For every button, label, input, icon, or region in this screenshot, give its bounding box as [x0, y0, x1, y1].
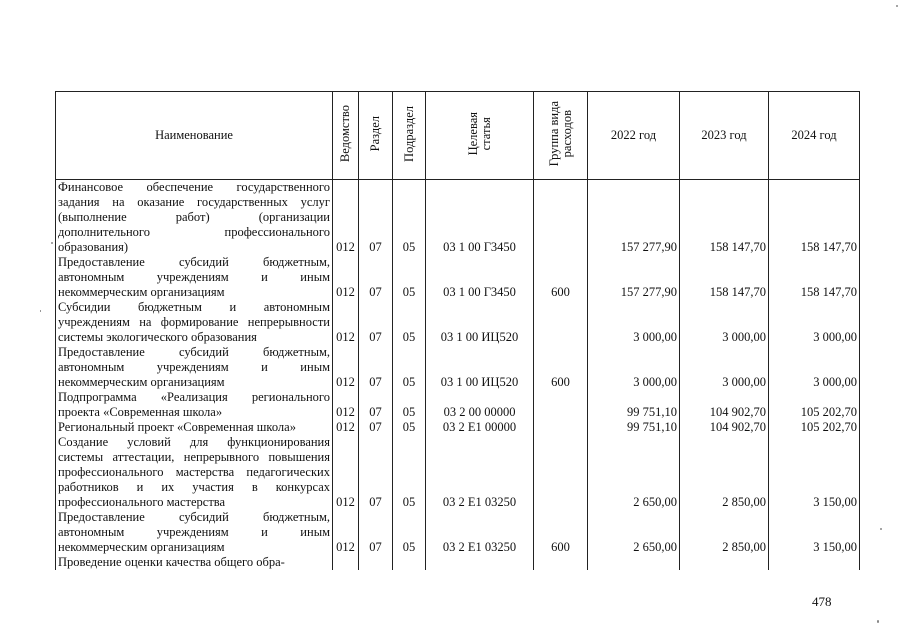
scan-speck — [40, 310, 41, 312]
scan-speck — [877, 620, 879, 623]
table-row — [56, 510, 860, 555]
cell-vedomstvo — [333, 555, 359, 570]
cell-2023: 158 147,70 — [680, 255, 769, 300]
cell-2024: 3 150,00 — [769, 510, 860, 555]
table-row — [56, 255, 860, 300]
cell-razdel: 07 — [359, 345, 393, 390]
scan-speck — [880, 528, 882, 530]
cell-2023: 104 902,70 — [680, 420, 769, 435]
cell-razdel: 07 — [359, 510, 393, 555]
cell-expense-group — [534, 300, 588, 345]
cell-razdel: 07 — [359, 300, 393, 345]
cell-expense-group — [534, 555, 588, 570]
cell-target-article: 03 2 00 00000 — [426, 390, 534, 420]
cell-expense-group: 600 — [534, 510, 588, 555]
budget-table — [55, 91, 860, 570]
cell-vedomstvo: 012 — [333, 300, 359, 345]
scan-speck — [51, 242, 53, 244]
cell-name: Создание условий для функционирования системы аттестации, непрерывного повышения профессионального мастерства педагогических работников и их участия в конкурсах профессионального мастерства — [56, 435, 333, 510]
table-row — [56, 390, 860, 420]
cell-expense-group — [534, 180, 588, 256]
cell-expense-group — [534, 420, 588, 435]
cell-razdel: 07 — [359, 420, 393, 435]
cell-vedomstvo: 012 — [333, 180, 359, 256]
header-row — [56, 92, 860, 180]
cell-vedomstvo: 012 — [333, 345, 359, 390]
cell-podrazdel: 05 — [393, 420, 426, 435]
table-row — [56, 345, 860, 390]
cell-name: Предоставление субсидий бюджетным, автономным учреждениям и иным некоммерческим организациям — [56, 345, 333, 390]
cell-2023: 2 850,00 — [680, 435, 769, 510]
header-2024: 2024 год — [769, 92, 860, 180]
cell-podrazdel: 05 — [393, 510, 426, 555]
cell-2023: 3 000,00 — [680, 300, 769, 345]
cell-2022: 99 751,10 — [588, 390, 680, 420]
cell-2023: 158 147,70 — [680, 180, 769, 256]
cell-target-article: 03 1 00 ИЦ520 — [426, 345, 534, 390]
header-vedomstvo: Ведомство — [333, 92, 359, 180]
table-row — [56, 300, 860, 345]
cell-2022 — [588, 555, 680, 570]
cell-podrazdel: 05 — [393, 390, 426, 420]
cell-vedomstvo: 012 — [333, 510, 359, 555]
cell-2023: 3 000,00 — [680, 345, 769, 390]
cell-2024: 105 202,70 — [769, 390, 860, 420]
cell-2022: 157 277,90 — [588, 255, 680, 300]
cell-2022: 2 650,00 — [588, 435, 680, 510]
cell-expense-group — [534, 435, 588, 510]
cell-expense-group: 600 — [534, 345, 588, 390]
cell-2023: 2 850,00 — [680, 510, 769, 555]
cell-name: Проведение оценки качества общего обра- — [56, 555, 333, 570]
cell-podrazdel: 05 — [393, 435, 426, 510]
cell-2023 — [680, 555, 769, 570]
table-row — [56, 435, 860, 510]
cell-razdel: 07 — [359, 390, 393, 420]
cell-2024: 105 202,70 — [769, 420, 860, 435]
cell-target-article: 03 1 00 ИЦ520 — [426, 300, 534, 345]
cell-name: Подпрограмма «Реализация регионального проекта «Современная школа» — [56, 390, 333, 420]
cell-razdel: 07 — [359, 435, 393, 510]
cell-target-article: 03 1 00 Г3450 — [426, 255, 534, 300]
cell-target-article: 03 2 E1 03250 — [426, 435, 534, 510]
cell-2023: 104 902,70 — [680, 390, 769, 420]
cell-name: Региональный проект «Современная школа» — [56, 420, 333, 435]
cell-vedomstvo: 012 — [333, 420, 359, 435]
cell-target-article: 03 2 E1 00000 — [426, 420, 534, 435]
cell-razdel — [359, 555, 393, 570]
header-2023: 2023 год — [680, 92, 769, 180]
header-2022: 2022 год — [588, 92, 680, 180]
header-razdel: Раздел — [359, 92, 393, 180]
cell-vedomstvo: 012 — [333, 390, 359, 420]
cell-name: Предоставление субсидий бюджетным, автономным учреждениям и иным некоммерческим организациям — [56, 510, 333, 555]
cell-vedomstvo: 012 — [333, 435, 359, 510]
cell-razdel: 07 — [359, 255, 393, 300]
scan-speck — [896, 5, 898, 7]
cell-2024 — [769, 555, 860, 570]
cell-2022: 2 650,00 — [588, 510, 680, 555]
cell-podrazdel: 05 — [393, 255, 426, 300]
cell-name: Субсидии бюджетным и автономным учреждениям на формирование непрерывности системы экологического образования — [56, 300, 333, 345]
cell-expense-group: 600 — [534, 255, 588, 300]
table-row — [56, 420, 860, 435]
header-expense-group: Группа вида расходов — [534, 92, 588, 180]
cell-expense-group — [534, 390, 588, 420]
header-name: Наименование — [56, 92, 333, 180]
cell-name: Финансовое обеспечение государственного задания на оказание государственных услуг (выполнение работ) (организации дополнительного профессионального образования) — [56, 180, 333, 256]
cell-2022: 3 000,00 — [588, 345, 680, 390]
cell-2024: 3 000,00 — [769, 300, 860, 345]
table-row — [56, 180, 860, 256]
cell-2024: 158 147,70 — [769, 180, 860, 256]
table-row — [56, 555, 860, 570]
cell-2022: 99 751,10 — [588, 420, 680, 435]
cell-2022: 3 000,00 — [588, 300, 680, 345]
cell-name: Предоставление субсидий бюджетным, автономным учреждениям и иным некоммерческим организациям — [56, 255, 333, 300]
cell-2024: 158 147,70 — [769, 255, 860, 300]
cell-podrazdel: 05 — [393, 300, 426, 345]
cell-podrazdel: 05 — [393, 345, 426, 390]
header-target-article: Целевая статья — [426, 92, 534, 180]
cell-2024: 3 150,00 — [769, 435, 860, 510]
cell-razdel: 07 — [359, 180, 393, 256]
cell-target-article: 03 2 E1 03250 — [426, 510, 534, 555]
header-podrazdel: Подраздел — [393, 92, 426, 180]
cell-2022: 157 277,90 — [588, 180, 680, 256]
cell-podrazdel: 05 — [393, 180, 426, 256]
cell-2024: 3 000,00 — [769, 345, 860, 390]
cell-vedomstvo: 012 — [333, 255, 359, 300]
cell-target-article: 03 1 00 Г3450 — [426, 180, 534, 256]
cell-podrazdel — [393, 555, 426, 570]
cell-target-article — [426, 555, 534, 570]
page-number: 478 — [812, 594, 832, 609]
